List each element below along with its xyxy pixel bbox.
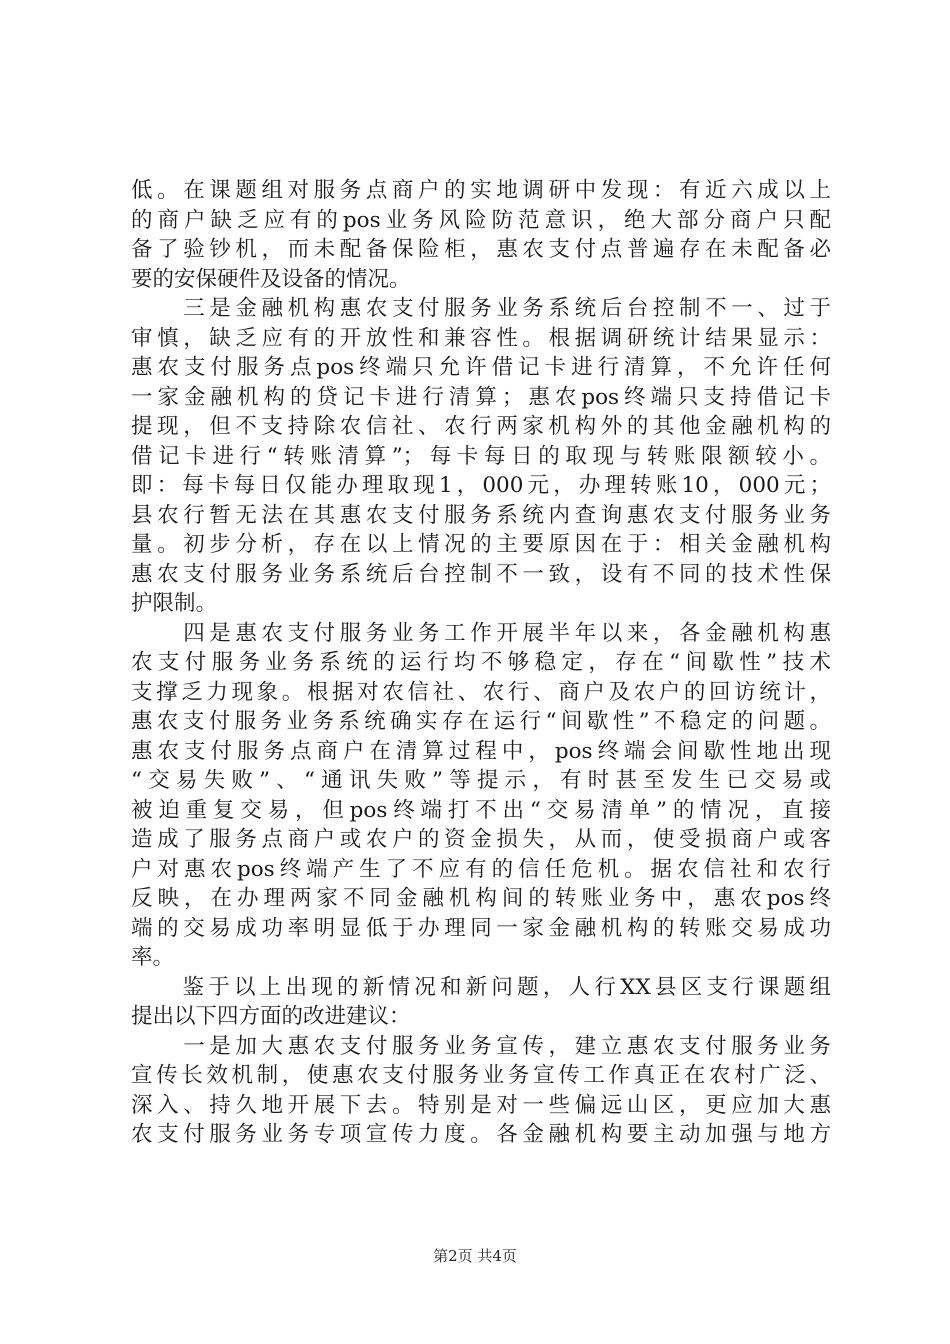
text-line: 造成了服务点商户或农户的资金损失，从而，使受损商户或客 xyxy=(131,827,831,852)
text-line: 深入、持久地开展下去。特别是对一些偏远山区，更应加大惠 xyxy=(131,1092,831,1118)
text-line: 支撑乏力现象。根据对农信社、农行、商户及农户的回访统计， xyxy=(131,679,831,705)
text-line: 要的安保硬件及设备的情况。 xyxy=(131,266,411,292)
text-line: 惠农支付服务业务系统后台控制不一致，设有不同的技术性保 xyxy=(131,561,831,587)
text-line: 提出以下四方面的改进建议： xyxy=(131,1004,411,1029)
text-line: 农支付服务业务专项宣传力度。各金融机构要主动加强与地方 xyxy=(131,1122,831,1147)
text-line: 三是金融机构惠农支付服务业务系统后台控制不一、过于 xyxy=(131,296,831,321)
text-line: 惠农支付服务点pos终端只允许借记卡进行清算，不允许任何 xyxy=(131,355,831,380)
text-line: 即：每卡每日仅能办理取现1，000元，办理转账10，000元； xyxy=(131,473,831,498)
body-text xyxy=(131,176,831,1150)
text-line: 反映，在办理两家不同金融机构间的转账业务中，惠农pos终 xyxy=(131,886,831,911)
text-line: 量。初步分析，存在以上情况的主要原因在于：相关金融机构 xyxy=(131,532,831,557)
text-line: 惠农支付服务点商户在清算过程中，pos终端会间歇性地出现 xyxy=(131,738,831,764)
page-footer: 第2页 共4页 xyxy=(433,1247,517,1265)
text-line: 宣传长效机制，使惠农支付服务业务宣传工作真正在农村广泛、 xyxy=(131,1063,831,1088)
text-line: 备了验钞机，而未配备保险柜，惠农支付点普遍存在未配备必 xyxy=(131,237,831,262)
text-line: 借记卡进行“转账清算”；每卡每日的取现与转账限额较小。 xyxy=(131,443,831,469)
text-line: “交易失败”、“通讯失败”等提示，有时甚至发生已交易或 xyxy=(131,768,831,793)
text-line: 的商户缺乏应有的pos业务风险防范意识，绝大部分商户只配 xyxy=(131,207,831,233)
text-line: 提现，但不支持除农信社、农行两家机构外的其他金融机构的 xyxy=(131,414,831,439)
text-line: 被迫重复交易，但pos终端打不出“交易清单”的情况，直接 xyxy=(131,797,831,823)
text-line: 一家金融机构的贷记卡进行清算；惠农pos终端只支持借记卡 xyxy=(131,384,831,410)
text-line: 惠农支付服务业务系统确实存在运行“间歇性”不稳定的问题。 xyxy=(131,709,831,734)
text-line: 农支付服务业务系统的运行均不够稳定，存在“间歇性”技术 xyxy=(131,650,831,675)
text-line: 端的交易成功率明显低于办理同一家金融机构的转账交易成功 xyxy=(131,915,831,941)
text-line: 率。 xyxy=(131,945,175,970)
text-line: 四是惠农支付服务业务工作开展半年以来，各金融机构惠 xyxy=(131,620,831,646)
text-line: 审慎，缺乏应有的开放性和兼容性。根据调研统计结果显示： xyxy=(131,325,831,351)
text-line: 户对惠农pos终端产生了不应有的信任危机。据农信社和农行 xyxy=(131,856,831,882)
text-line: 低。在课题组对服务点商户的实地调研中发现：有近六成以上 xyxy=(131,178,831,203)
text-line: 县农行暂无法在其惠农支付服务系统内查询惠农支付服务业务 xyxy=(131,502,831,528)
text-line: 一是加大惠农支付服务业务宣传，建立惠农支付服务业务 xyxy=(131,1033,831,1059)
text-line: 鉴于以上出现的新情况和新问题，人行XX县区支行课题组 xyxy=(131,974,831,1000)
text-line: 护限制。 xyxy=(131,591,218,616)
